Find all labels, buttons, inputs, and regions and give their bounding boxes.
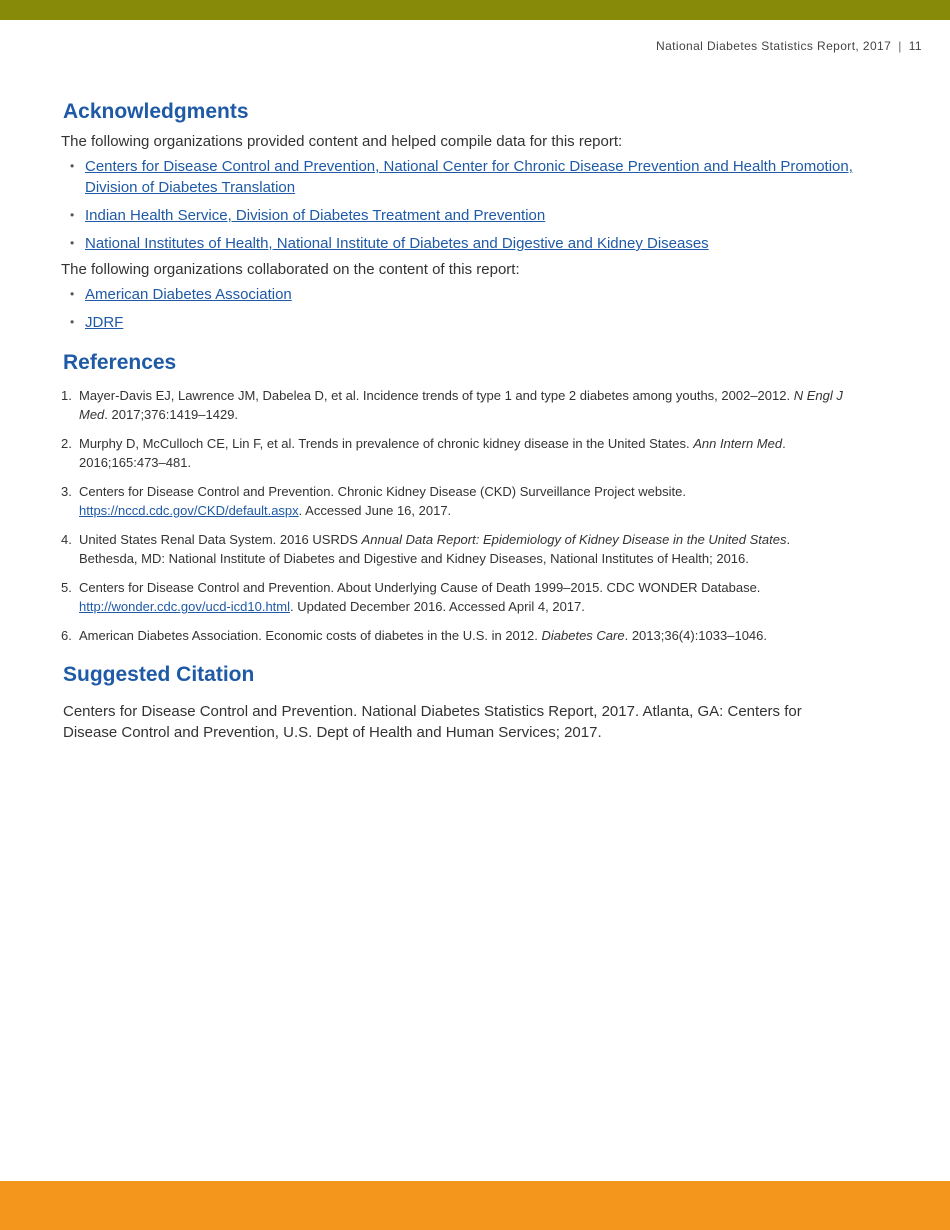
provided-intro: The following organizations provided content and helped compile data for this report: — [61, 133, 623, 150]
reference-details: . 2013;36(4):1033–1046. — [624, 628, 767, 643]
org-link-nih[interactable]: National Institutes of Health, National Institute of Diabetes and Digestive and Kidney Diseases — [85, 235, 709, 252]
acknowledgments-heading: Acknowledgments — [63, 100, 249, 123]
list-item — [61, 233, 861, 254]
reference-number: 5. — [61, 580, 72, 595]
reference-details: . 2016;165:473–481. — [79, 436, 786, 470]
reference-item — [61, 386, 851, 424]
reference-number: 3. — [61, 484, 72, 499]
provided-orgs-list — [61, 156, 861, 254]
header-separator: | — [898, 39, 902, 53]
reference-details: . Updated December 2016. Accessed April 4, 2017. — [290, 599, 585, 614]
reference-link-ckd[interactable]: https://nccd.cdc.gov/CKD/default.aspx — [79, 503, 299, 518]
references-heading: References — [63, 351, 177, 374]
reference-journal: Annual Data Report: Epidemiology of Kidney Disease in the United States — [361, 532, 787, 547]
reference-journal: N Engl J Med — [79, 388, 843, 422]
reference-item — [61, 626, 851, 645]
reference-item — [61, 482, 851, 520]
reference-text: American Diabetes Association. Economic costs of diabetes in the U.S. in 2012. — [79, 628, 538, 643]
citation-heading: Suggested Citation — [63, 663, 255, 686]
bottom-accent-bar — [0, 1181, 950, 1230]
reference-journal: Ann Intern Med — [693, 436, 783, 451]
bullet-icon: • — [70, 287, 75, 301]
reference-item — [61, 434, 851, 472]
reference-text: Mayer-Davis EJ, Lawrence JM, Dabelea D, et al. Incidence trends of type 1 and type 2 diabetes among youths, 2002–2012. — [79, 388, 791, 403]
reference-item — [61, 530, 851, 568]
reference-journal: Diabetes Care — [541, 628, 625, 643]
collaborating-orgs-list — [61, 284, 861, 333]
report-title: National Diabetes Statistics Report, 2017 — [656, 39, 892, 53]
org-link-ada[interactable]: American Diabetes Association — [85, 286, 292, 303]
reference-number: 2. — [61, 436, 72, 451]
page-number: 11 — [908, 39, 922, 53]
reference-number: 1. — [61, 388, 72, 403]
bullet-icon: • — [70, 159, 75, 173]
bullet-icon: • — [70, 315, 75, 329]
running-header — [656, 39, 922, 53]
bullet-icon: • — [70, 236, 75, 250]
reference-number: 4. — [61, 532, 72, 547]
reference-details: . Bethesda, MD: National Institute of Diabetes and Digestive and Kidney Diseases, National Institutes of Health; 2016. — [79, 532, 791, 566]
collaborated-intro: The following organizations collaborated on the content of this report: — [61, 261, 520, 278]
reference-details: . Accessed June 16, 2017. — [298, 503, 452, 518]
reference-text: Centers for Disease Control and Prevention. Chronic Kidney Disease (CKD) Surveillance Project website. — [79, 484, 686, 499]
reference-text: Centers for Disease Control and Prevention. About Underlying Cause of Death 1999–2015. CDC WONDER Database. — [79, 580, 761, 595]
reference-link-wonder[interactable]: http://wonder.cdc.gov/ucd-icd10.html — [79, 599, 291, 614]
reference-details: . 2017;376:1419–1429. — [104, 407, 239, 422]
reference-text: Murphy D, McCulloch CE, Lin F, et al. Trends in prevalence of chronic kidney disease in the United States. — [79, 436, 690, 451]
list-item — [61, 312, 861, 333]
org-link-ihs[interactable]: Indian Health Service, Division of Diabetes Treatment and Prevention — [85, 207, 546, 224]
main-content — [61, 100, 861, 743]
list-item — [61, 284, 861, 305]
reference-text: United States Renal Data System. 2016 USRDS — [79, 532, 358, 547]
org-link-cdc[interactable]: Centers for Disease Control and Prevention, National Center for Chronic Disease Prevention and Health Promotion, Division of Diabetes Translation — [85, 158, 853, 196]
top-accent-bar — [0, 0, 950, 20]
citation-text: Centers for Disease Control and Prevention. National Diabetes Statistics Report, 2017. Atlanta, GA: Centers for Disease Control and Prevention, U.S. Dept of Health and Human Services; 2017. — [63, 703, 802, 741]
list-item — [61, 205, 861, 226]
list-item — [61, 156, 861, 198]
reference-item — [61, 578, 851, 616]
bullet-icon: • — [70, 208, 75, 222]
reference-number: 6. — [61, 628, 72, 643]
references-list — [61, 386, 851, 645]
org-link-jdrf[interactable]: JDRF — [85, 314, 124, 331]
